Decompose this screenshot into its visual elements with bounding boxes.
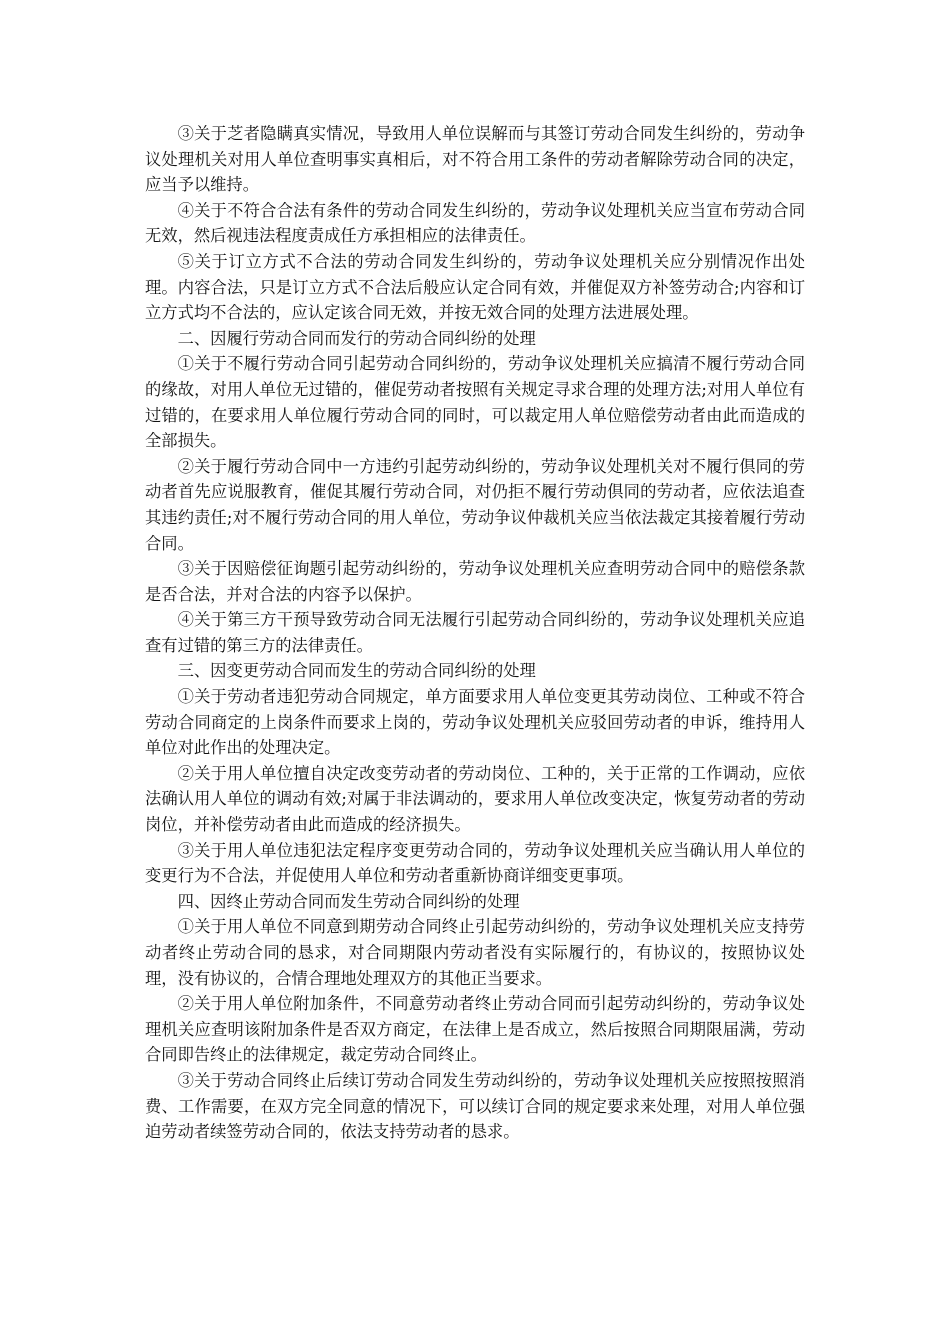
paragraph-item-4-third-party: ④关于第三方干预导致劳动合同无法履行引起劳动合同纠纷的，劳动争议处理机关应追查有过错的第三方的法律责任。: [145, 610, 805, 655]
paragraph-item-3-compensation: ③关于因赔偿征询题引起劳动纠纷的，劳动争议处理机关应查明劳动合同中的赔偿条款是否合法，并对合法的内容予以保护。: [145, 559, 805, 604]
paragraph-item-2-added-conditions: ②关于用人单位附加条件，不同意劳动者终止劳动合同而引起劳动纠纷的，劳动争议处理机关应查明该附加条件是否双方商定，在法律上是否成立，然后按照合同期限届满，劳动合同即告终止的法律规定，裁定劳动合同终止。: [145, 994, 805, 1065]
paragraph-item-3-renewal: ③关于劳动合同终止后续订劳动合同发生劳动纠纷的，劳动争议处理机关应按照按照消费、工作需要，在双方完全同意的情况下，可以续订合同的规定要求来处理，对用人单位强迫劳动者续签劳动合同的，依法支持劳动者的恳求。: [145, 1070, 805, 1142]
paragraph-item-5-signing-method: ⑤关于订立方式不合法的劳动合同发生纠纷的，劳动争议处理机关应分别情况作出处理。内容合法，只是订立方式不合法后般应认定合同有效，并催促双方补签劳动合;内容和订立方式均不合法的，应认定该合同无效，并按无效合同的处理方法进展处理。: [145, 251, 805, 323]
paragraph-item-1-worker-violation: ①关于劳动者违犯劳动合同规定，单方面要求用人单位变更其劳动岗位、工种或不符合劳动合同商定的上岗条件而要求上岗的，劳动争议处理机关应驳回劳动者的申诉，维持用人单位对此作出的处理决定。: [145, 687, 805, 758]
section-heading-3-modification: 三、因变更劳动合同而发生的劳动合同纠纷的处理: [177, 661, 536, 681]
document-body: [145, 121, 805, 1145]
paragraph-item-4-invalid-conditions: ④关于不符合合法有条件的劳动合同发生纠纷的，劳动争议处理机关应当宣布劳动合同无效，然后视违法程度责成任方承担相应的法律责任。: [145, 200, 805, 246]
paragraph-item-3-procedure-violation: ③关于用人单位违犯法定程序变更劳动合同的，劳动争议处理机关应当确认用人单位的变更行为不合法，并促使用人单位和劳动者重新协商详细变更事项。: [145, 840, 805, 886]
paragraph-item-1-non-performance: ①关于不履行劳动合同引起劳动合同纠纷的，劳动争议处理机关应搞清不履行劳动合同的缘故，对用人单位无过错的，催促劳动者按照有关规定寻求合理的处理方法;对用人单位有过错的，在要求用人单位履行劳动合同的同时，可以裁定用人单位赔偿劳动者由此而造成的全部损失。: [145, 354, 805, 451]
paragraph-item-2-breach: ②关于履行劳动合同中一方违约引起劳动纠纷的，劳动争议处理机关对不履行倶同的劳动者首先应说服教育，催促其履行劳动合同，对仍拒不履行劳动倶同的劳动者，应依法追查其违约责任;对不履行劳动合同的用人单位，劳动争议仲裁机关应当依法裁定其接着履行劳动合同。: [145, 456, 805, 553]
paragraph-item-1-expiry-dispute: ①关于用人单位不同意到期劳动合同终止引起劳动纠纷的，劳动争议处理机关应支持劳动者终止劳动合同的恳求，对合同期限内劳动者没有实际履行的，有协议的，按照协议处理，没有协议的，合情合理地处理双方的其他正当要求。: [145, 917, 805, 988]
paragraph-item-2-employer-reassignment: ②关于用人单位擅自决定改变劳动者的劳动岗位、工种的，关于正常的工作调动，应依法确认用人单位的调动有效;对属于非法调动的，要求用人单位改变决定，恢复劳动者的劳动岗位，并补偿劳动者由此而造成的经济损失。: [145, 763, 805, 835]
paragraph-item-3-misrepresentation: ③关于芝者隐瞒真实情况，导致用人单位误解而与其签订劳动合同发生纠纷的，劳动争议处理机关对用人单位查明事实真相后，对不符合用工条件的劳动者解除劳动合同的决定，应当予以维持。: [145, 124, 805, 195]
section-heading-4-termination: 四、因终止劳动合同而发生劳动合同纠纷的处理: [177, 891, 520, 911]
section-heading-2-performance: 二、因履行劳动合同而发行的劳动合同纠纷的处理: [177, 328, 536, 348]
